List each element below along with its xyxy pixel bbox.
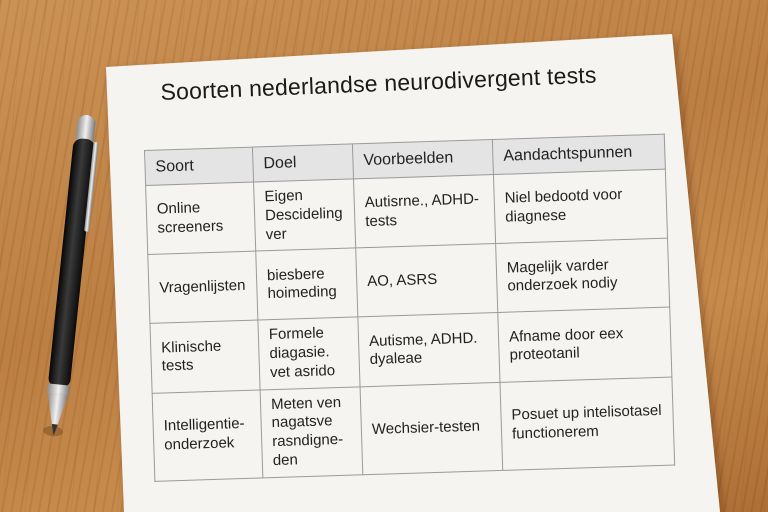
header-soort: Soort	[145, 147, 254, 185]
cell-aandachtspunten: Magelijk varder onderzoek nodiy	[496, 238, 670, 312]
cell-doel: biesbere hoimeding	[256, 248, 358, 320]
cell-voorbeelden: Autisme, ADHD. dyaleae	[358, 313, 500, 387]
header-doel: Doel	[252, 144, 353, 182]
cell-aandachtspunten: Posuet up intelisotasel functionerem	[500, 377, 675, 470]
cell-voorbeelden: Autisrne., ADHD-tests	[354, 175, 496, 249]
cell-doel: Meten ven nagatsve rasndigne-den	[260, 386, 363, 477]
cell-soort: Online screeners	[146, 182, 256, 255]
header-voorbeelden: Voorbeelden	[352, 140, 493, 179]
cell-aandachtspunten: Afname door eex proteotanil	[498, 307, 672, 382]
cell-soort: Vragenlijsten	[148, 251, 258, 323]
cell-doel: Eigen Descideling ver	[254, 179, 356, 251]
cell-soort: Klinische tests	[150, 320, 260, 393]
document-title: Soorten nederlandse neurodivergent tests	[160, 61, 598, 105]
cell-soort: Intelligentie-onderzoek	[152, 389, 263, 480]
cell-voorbeelden: AO, ASRS	[356, 244, 498, 317]
header-aandachtspunten: Aandachtspunnen	[492, 134, 665, 174]
cell-voorbeelden: Wechsier-testen	[360, 382, 503, 474]
cell-doel: Formele diagasie. vet asrido	[258, 317, 360, 389]
cell-aandachtspunten: Niel bedootd voor diagnese	[493, 169, 667, 244]
